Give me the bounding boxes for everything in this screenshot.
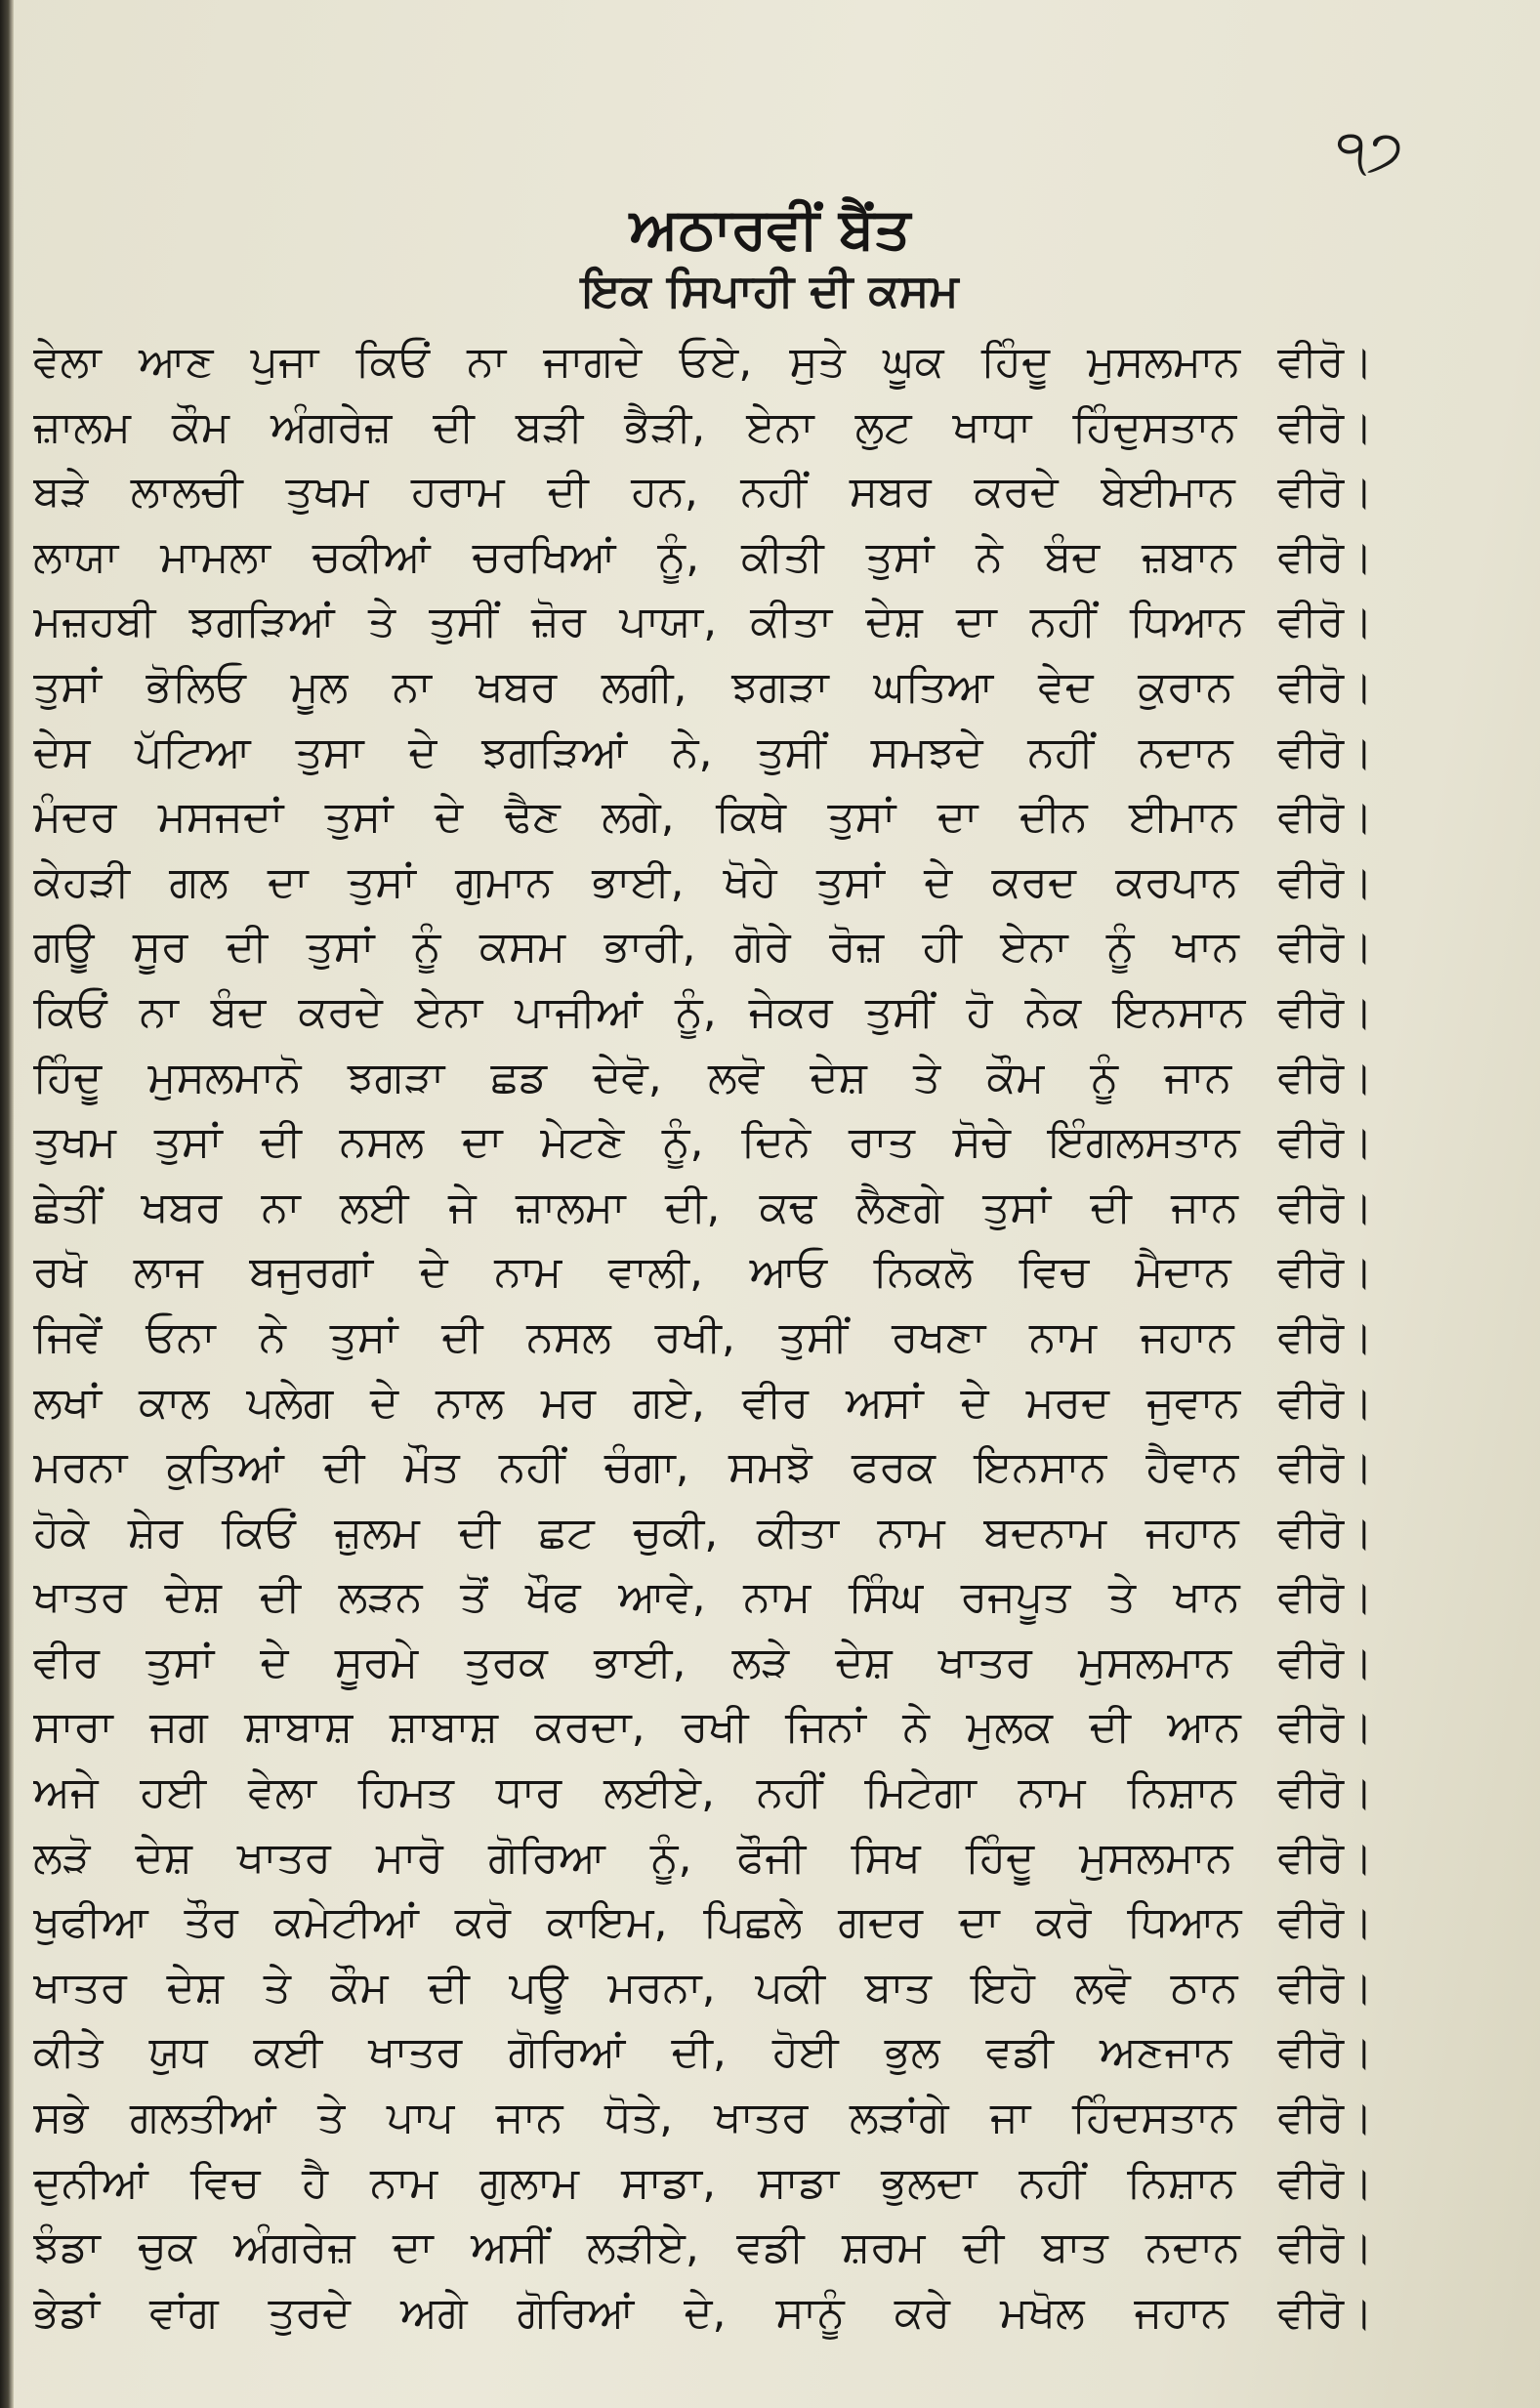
verse-line: ਹਿੰਦੂ ਮੁਸਲਮਾਨੋ ਝਗੜਾ ਛਡ ਦੇਵੋ, ਲਵੋ ਦੇਸ਼ ਤੇ ਕੌਮ ਨੂੰ ਜਾਨ ਵੀਰੋ। <box>33 1052 1373 1102</box>
verse-line: ਕੀਤੇ ਯੁਧ ਕਈ ਖਾਤਰ ਗੋਰਿਆਂ ਦੀ, ਹੋਈ ਭੁਲ ਵਡੀ ਅਣਜਾਨ ਵੀਰੋ। <box>33 2027 1373 2078</box>
verse-line: ਅਜੇ ਹਈ ਵੇਲਾ ਹਿਮਤ ਧਾਰ ਲਈਏ, ਨਹੀਂ ਮਿਟੇਗਾ ਨਾਮ ਨਿਸ਼ਾਨ ਵੀਰੋ। <box>33 1767 1373 1818</box>
verse-line: ਰਖੋ ਲਾਜ ਬਜੁਰਗਾਂ ਦੇ ਨਾਮ ਵਾਲੀ, ਆਓ ਨਿਕਲੋ ਵਿਚ ਮੈਦਾਨ ਵੀਰੋ। <box>33 1247 1373 1298</box>
verse-line: ਭੇਡਾਂ ਵਾਂਗ ਤੁਰਦੇ ਅਗੇ ਗੋਰਿਆਂ ਦੇ, ਸਾਨੂੰ ਕਰੇ ਮਖੋਲ ਜਹਾਨ ਵੀਰੋ। <box>33 2287 1373 2338</box>
poem-subtitle: ਇਕ ਸਿਪਾਹੀ ਦੀ ਕਸਮ <box>581 264 959 316</box>
verse-line: ਤੁਸਾਂ ਭੋਲਿਓ ਮੂਲ ਨਾ ਖਬਰ ਲਗੀ, ਝਗੜਾ ਘਤਿਆ ਵੇਦ ਕੁਰਾਨ ਵੀਰੋ। <box>33 661 1373 712</box>
verse-line: ਖੁਫੀਆ ਤੌਰ ਕਮੇਟੀਆਂ ਕਰੋ ਕਾਇਮ, ਪਿਛਲੇ ਗਦਰ ਦਾ ਕਰੋ ਧਿਆਨ ਵੀਰੋ। <box>33 1897 1373 1948</box>
verse-line: ਲਖਾਂ ਕਾਲ ਪਲੇਗ ਦੇ ਨਾਲ ਮਰ ਗਏ, ਵੀਰ ਅਸਾਂ ਦੇ ਮਰਦ ਜੁਵਾਨ ਵੀਰੋ। <box>33 1377 1373 1428</box>
verse-line: ਵੇਲਾ ਆਣ ਪੁਜਾ ਕਿਓਂ ਨਾ ਜਾਗਦੇ ਓਏ, ਸੁਤੇ ਘੂਕ ਹਿੰਦੂ ਮੁਸਲਮਾਨ ਵੀਰੋ। <box>33 337 1373 387</box>
page-binding-edge <box>0 0 14 2408</box>
verse-line: ਸਭੇ ਗਲਤੀਆਂ ਤੇ ਪਾਪ ਜਾਨ ਧੋਤੇ, ਖਾਤਰ ਲੜਾਂਗੇ ਜਾ ਹਿੰਦਸਤਾਨ ਵੀਰੋ। <box>33 2093 1373 2143</box>
verse-list <box>33 330 1373 2346</box>
verse-line: ਕੇਹੜੀ ਗਲ ਦਾ ਤੁਸਾਂ ਗੁਮਾਨ ਭਾਈ, ਖੋਹੇ ਤੁਸਾਂ ਦੇ ਕਰਦ ਕਰਪਾਨ ਵੀਰੋ। <box>33 856 1373 907</box>
verse-line: ਝੰਡਾ ਚੁਕ ਅੰਗਰੇਜ਼ ਦਾ ਅਸੀਂ ਲੜੀਏ, ਵਡੀ ਸ਼ਰਮ ਦੀ ਬਾਤ ਨਦਾਨ ਵੀਰੋ। <box>33 2222 1373 2273</box>
verse-line: ਛੇਤੀਂ ਖਬਰ ਨਾ ਲਈ ਜੇ ਜ਼ਾਲਮਾ ਦੀ, ਕਢ ਲੈਣਗੇ ਤੁਸਾਂ ਦੀ ਜਾਨ ਵੀਰੋ। <box>33 1182 1373 1232</box>
verse-line: ਦੇਸ ਪੱਟਿਆ ਤੁਸਾ ਦੇ ਝਗੜਿਆਂ ਨੇ, ਤੁਸੀਂ ਸਮਝਦੇ ਨਹੀਂ ਨਦਾਨ ਵੀਰੋ। <box>33 727 1373 777</box>
verse-line: ਖਾਤਰ ਦੇਸ਼ ਤੇ ਕੌਮ ਦੀ ਪਊ ਮਰਨਾ, ਪਕੀ ਬਾਤ ਇਹੋ ਲਵੋ ਠਾਨ ਵੀਰੋ। <box>33 1962 1373 2013</box>
verse-line: ਮਜ਼ਹਬੀ ਝਗੜਿਆਂ ਤੇ ਤੁਸੀਂ ਜ਼ੋਰ ਪਾਯਾ, ਕੀਤਾ ਦੇਸ਼ ਦਾ ਨਹੀਂ ਧਿਆਨ ਵੀਰੋ। <box>33 597 1373 647</box>
verse-line: ਵੀਰ ਤੁਸਾਂ ਦੇ ਸੂਰਮੇ ਤੁਰਕ ਭਾਈ, ਲੜੇ ਦੇਸ਼ ਖਾਤਰ ਮੁਸਲਮਾਨ ਵੀਰੋ। <box>33 1637 1373 1687</box>
poem-title: ਅਠਾਰਵੀਂ ਬੈਂਤ <box>629 195 911 262</box>
verse-line: ਸਾਰਾ ਜਗ ਸ਼ਾਬਾਸ਼ ਸ਼ਾਬਾਸ਼ ਕਰਦਾ, ਰਖੀ ਜਿਨਾਂ ਨੇ ਮੁਲਕ ਦੀ ਆਨ ਵੀਰੋ। <box>33 1702 1373 1753</box>
verse-line: ਮਰਨਾ ਕੁਤਿਆਂ ਦੀ ਮੌਤ ਨਹੀਂ ਚੰਗਾ, ਸਮਝੋ ਫਰਕ ਇਨਸਾਨ ਹੈਵਾਨ ਵੀਰੋ। <box>33 1442 1373 1493</box>
verse-line: ਤੁਖਮ ਤੁਸਾਂ ਦੀ ਨਸਲ ਦਾ ਮੇਟਣੇ ਨੂੰ, ਦਿਨੇ ਰਾਤ ਸੋਚੇ ਇੰਗਲਸਤਾਨ ਵੀਰੋ। <box>33 1117 1373 1168</box>
verse-line: ਦੁਨੀਆਂ ਵਿਚ ਹੈ ਨਾਮ ਗੁਲਾਮ ਸਾਡਾ, ਸਾਡਾ ਭੁਲਦਾ ਨਹੀਂ ਨਿਸ਼ਾਨ ਵੀਰੋ। <box>33 2157 1373 2208</box>
verse-line: ਗਊ ਸੂਰ ਦੀ ਤੁਸਾਂ ਨੂੰ ਕਸਮ ਭਾਰੀ, ਗੋਰੇ ਰੋਜ਼ ਹੀ ਏਨਾ ਨੂੰ ਖਾਨ ਵੀਰੋ। <box>33 922 1373 973</box>
verse-line: ਮੰਦਰ ਮਸਜਦਾਂ ਤੁਸਾਂ ਦੇ ਢੈਣ ਲਗੇ, ਕਿਥੇ ਤੁਸਾਂ ਦਾ ਦੀਨ ਈਮਾਨ ਵੀਰੋ। <box>33 792 1373 843</box>
verse-line: ਕਿਓਂ ਨਾ ਬੰਦ ਕਰਦੇ ਏਨਾ ਪਾਜੀਆਂ ਨੂੰ, ਜੇਕਰ ਤੁਸੀਂ ਹੋ ਨੇਕ ਇਨਸਾਨ ਵੀਰੋ। <box>33 986 1373 1037</box>
verse-line: ਖਾਤਰ ਦੇਸ਼ ਦੀ ਲੜਨ ਤੋਂ ਖੌਫ ਆਵੇ, ਨਾਮ ਸਿੰਘ ਰਜਪੂਤ ਤੇ ਖਾਨ ਵੀਰੋ। <box>33 1572 1373 1623</box>
verse-line: ਲਾਯਾ ਮਾਮਲਾ ਚਕੀਆਂ ਚਰਖਿਆਂ ਨੂੰ, ਕੀਤੀ ਤੁਸਾਂ ਨੇ ਬੰਦ ਜ਼ਬਾਨ ਵੀਰੋ। <box>33 531 1373 582</box>
verse-line: ਬੜੇ ਲਾਲਚੀ ਤੁਖਮ ਹਰਾਮ ਦੀ ਹਨ, ਨਹੀਂ ਸਬਰ ਕਰਦੇ ਬੇਈਮਾਨ ਵੀਰੋ। <box>33 467 1373 518</box>
verse-line: ਜ਼ਾਲਮ ਕੌਮ ਅੰਗਰੇਜ਼ ਦੀ ਬੜੀ ਭੈੜੀ, ਏਨਾ ਲੁਟ ਖਾਧਾ ਹਿੰਦੁਸਤਾਨ ਵੀਰੋ। <box>33 401 1373 452</box>
verse-line: ਲੜੋ ਦੇਸ਼ ਖਾਤਰ ਮਾਰੋ ਗੋਰਿਆ ਨੂੰ, ਫੌਜੀ ਸਿਖ ਹਿੰਦੂ ਮੁਸਲਮਾਨ ਵੀਰੋ। <box>33 1832 1373 1883</box>
page-number: ੧੭ <box>1336 117 1403 184</box>
verse-line: ਜਿਵੇਂ ਓਨਾ ਨੇ ਤੁਸਾਂ ਦੀ ਨਸਲ ਰਖੀ, ਤੁਸੀਂ ਰਖਣਾ ਨਾਮ ਜਹਾਨ ਵੀਰੋ। <box>33 1311 1373 1362</box>
verse-line: ਹੋਕੇ ਸ਼ੇਰ ਕਿਓਂ ਜ਼ੁਲਮ ਦੀ ਛਟ ਚੁਕੀ, ਕੀਤਾ ਨਾਮ ਬਦਨਾਮ ਜਹਾਨ ਵੀਰੋ। <box>33 1507 1373 1557</box>
